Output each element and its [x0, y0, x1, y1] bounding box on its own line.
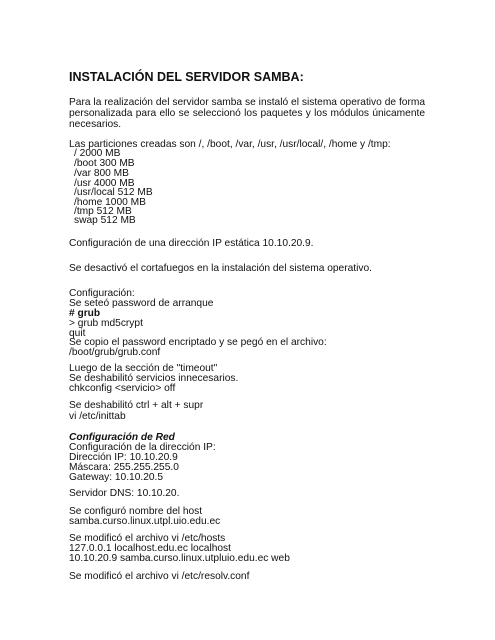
- partition-item: /usr/local 512 MB: [74, 187, 153, 198]
- firewall-text: Se desactivó el cortafuegos en la instalación del sistema operativo.: [69, 263, 372, 274]
- config-line: # grub: [69, 308, 101, 319]
- dns-text: Servidor DNS: 10.10.20.: [69, 488, 180, 499]
- config-line: /boot/grub/grub.conf: [69, 347, 161, 358]
- timeout-line: chkconfig <servicio> off: [69, 383, 176, 394]
- intro-line-2: personalizada para ello se seleccionó los paquetes y los módulos únicamente: [69, 108, 425, 119]
- intro-line-3: necesarios.: [69, 119, 122, 130]
- partition-item: / 2000 MB: [74, 148, 121, 159]
- hosts-line: Se modificó el archivo vi /etc/hosts: [69, 533, 226, 544]
- ctrl-line: Se deshabilitó ctrl + alt + supr: [69, 400, 204, 411]
- hosts-line: 10.10.20.9 samba.curso.linux.utpluio.edu.ec web: [69, 553, 290, 564]
- hosts-line: 127.0.0.1 localhost.edu.ec localhost: [69, 543, 231, 554]
- partition-item: /tmp 512 MB: [74, 206, 132, 217]
- network-line: Dirección IP: 10.10.20.9: [69, 452, 178, 463]
- config-line: Se seteó password de arranque: [69, 298, 214, 309]
- network-line: Máscara: 255.255.255.0: [69, 462, 179, 473]
- resolv-text: Se modificó el archivo vi /etc/resolv.conf: [69, 571, 250, 582]
- config-line: Se copio el password encriptado y se pegó en el archivo:: [69, 337, 327, 348]
- host-line: samba.curso.linux.utpl.uio.edu.ec: [69, 516, 221, 527]
- timeout-line: Se deshabilitó servicios innecesarios.: [69, 373, 239, 384]
- timeout-line: Luego de la sección de "timeout": [69, 363, 218, 374]
- host-line: Se configuró nombre del host: [69, 506, 203, 517]
- partition-item: /home 1000 MB: [74, 197, 146, 208]
- config-heading: Configuración:: [69, 288, 135, 299]
- config-line: > grub md5crypt: [69, 318, 143, 329]
- partition-item: /usr 4000 MB: [74, 178, 135, 189]
- intro-line-1: Para la realización del servidor samba se instaló el sistema operativo de forma: [69, 97, 425, 108]
- network-line: Configuración de la dirección IP:: [69, 442, 216, 453]
- network-line: Gateway: 10.10.20.5: [69, 472, 164, 483]
- document-title: INSTALACIÓN DEL SERVIDOR SAMBA:: [69, 70, 304, 84]
- partition-item: swap 512 MB: [74, 215, 136, 226]
- static-ip-text: Configuración de una dirección IP estática 10.10.20.9.: [69, 238, 314, 249]
- config-line: quit: [69, 328, 86, 339]
- network-heading: Configuración de Red: [69, 432, 175, 443]
- ctrl-line: vi /etc/inittab: [69, 411, 126, 422]
- partition-item: /boot 300 MB: [74, 158, 135, 169]
- partitions-intro: Las particiones creadas son /, /boot, /var, /usr, /usr/local/, /home y /tmp:: [69, 139, 391, 150]
- partition-item: /var 800 MB: [74, 168, 129, 179]
